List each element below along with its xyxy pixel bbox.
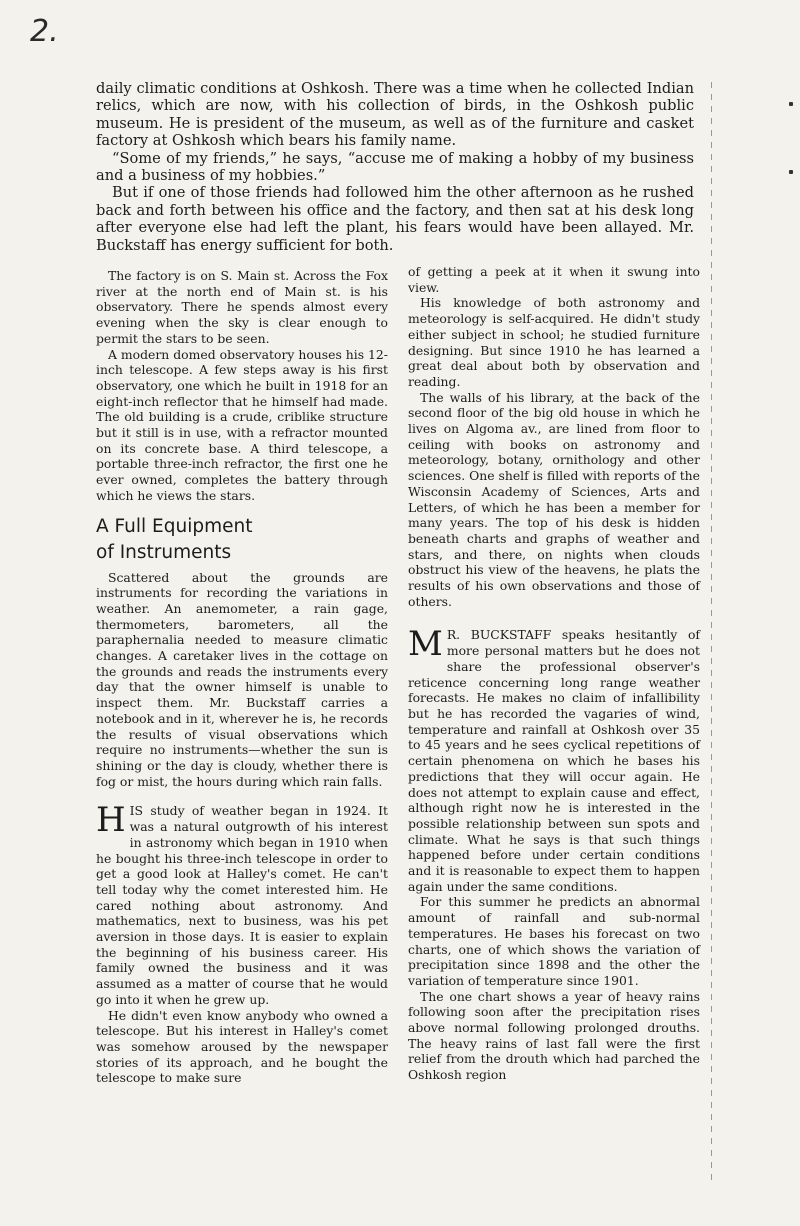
dropcap-text: R. BUCKSTAFF speaks hesitantly of more personal matters but he does not share the professional observer's reticence concerning long range weather forecasts. He makes no claim of infallibility but he has recorded the vagaries of wind, temperature and rainfall at Oshkosh over 35 to 45 years and he sees cyclical repetitions of certain phenomena on which he bases his predictions that they will occur again. He does not attempt to explain cause and effect, although right now he is interested in the possible relationship between sun spots and climate. What he says is that such things happened before under certain conditions and it is reasonable to expect them to happen again under the same conditions. — [408, 627, 700, 894]
lead-paragraph: daily climatic conditions at Oshkosh. There was a time when he collected Indian relics, which are now, with his collection of birds, in the Oshkosh public museum. He is president of the museum, as well as of the furniture and casket factory at Oshkosh which bears his family name. — [96, 80, 694, 150]
dropcap-letter: M — [408, 624, 443, 665]
page-number: 2. — [30, 14, 59, 49]
dropcap-letter: H — [96, 800, 126, 841]
dropcap-text: IS study of weather began in 1924. It was a natural outgrowth of his interest in astronomy which began in 1910 when he bought his three-inch telescope in order to get a good look at Halley's comet. He can't tell today why the comet interested him. He cared nothing about astronomy. And mathematics, next to business, was his pet aversion in those days. It is easier to explain the beginning of his business career. His family owned the business and it was assumed as a matter of course that he would go into it when he grew up. — [96, 803, 388, 1007]
body-paragraph: His knowledge of both astronomy and meteorology is self-acquired. He didn't study either subject in school; he studied furniture designing. But since 1910 he has learned a great deal about both by observation and reading. — [408, 295, 700, 389]
dropcap-paragraph — [96, 800, 388, 1007]
section-heading-line: A Full Equipment — [96, 515, 253, 537]
margin-mark — [789, 170, 793, 174]
lead-paragraph: “Some of my friends,” he says, “accuse me of making a hobby of my business and a business of my hobbies.” — [96, 149, 694, 185]
body-paragraph: A modern domed observatory houses his 12-inch telescope. A few steps away is his first observatory, one which he built in 1918 for an eight-inch reflector that he himself had made. The old building is a crude, criblike structure but it still is in use, with a refractor mounted on its concrete base. A third telescope, a portable three-inch refractor, the first one he ever owned, completes the battery through which he views the stars. — [96, 346, 388, 503]
body-paragraph: For this summer he predicts an abnormal amount of rainfall and sub-normal temperatures. He bases his forecast on two charts, one of which shows the variation of precipitation since 1898 and the other the variation of temperature since 1901. — [408, 894, 700, 988]
dropcap-paragraph — [408, 624, 700, 894]
body-paragraph: The one chart shows a year of heavy rains following soon after the precipitation rises above normal following prolonged drouths. The heavy rains of last fall were the first relief from the drouth which had parched the Oshkosh region — [408, 988, 700, 1083]
lead-section — [96, 80, 694, 254]
right-column — [408, 264, 700, 1083]
left-column — [96, 268, 388, 1086]
margin-mark — [789, 102, 793, 106]
section-heading — [96, 514, 388, 566]
body-paragraph: The walls of his library, at the back of the second floor of the big old house in which he lives on Algoma av., are lined from floor to ceiling with books on astronomy and meteorology, botany, ornithology and other sciences. One shelf is filled with reports of the Wisconsin Academy of Sciences, Arts and Letters, of which he has been a member for many years. The top of his desk is hidden beneath charts and graphs of weather and stars, and there, on nights when clouds obstruct his view of the heavens, he plats the results of his own observations and those of others. — [408, 389, 700, 609]
body-paragraph: The factory is on S. Main st. Across the Fox river at the north end of Main st. is his observatory. There he spends almost every evening when the sky is clear enough to permit the stars to be seen. — [96, 268, 388, 346]
body-paragraph: Scattered about the grounds are instruments for recording the variations in weather. An anemometer, a rain gage, thermometers, barometers, all the paraphernalia needed to measure climatic changes. A caretaker lives in the cottage on the grounds and reads the instruments every day that the owner himself is unable to inspect them. Mr. Buckstaff carries a notebook and in it, wherever he is, he records the results of visual observations which require no instruments—whether the sun is shining or the day is cloudy, whether there is fog or mist, the hours during which rain falls. — [96, 569, 388, 789]
continuation-paragraph: of getting a peek at it when it swung into view. — [408, 264, 700, 295]
margin-rule — [711, 82, 712, 1182]
lead-paragraph: But if one of those friends had followed him the other afternoon as he rushed back and forth between his office and the factory, and then sat at his desk long after everyone else had left the plant, his fears would have been allayed. Mr. Buckstaff has energy sufficient for both. — [96, 184, 694, 254]
body-paragraph: He didn't even know anybody who owned a telescope. But his interest in Halley's comet was somehow aroused by the newspaper stories of its approach, and he bought the telescope to make sure — [96, 1007, 388, 1086]
section-heading-line: of Instruments — [96, 541, 232, 563]
